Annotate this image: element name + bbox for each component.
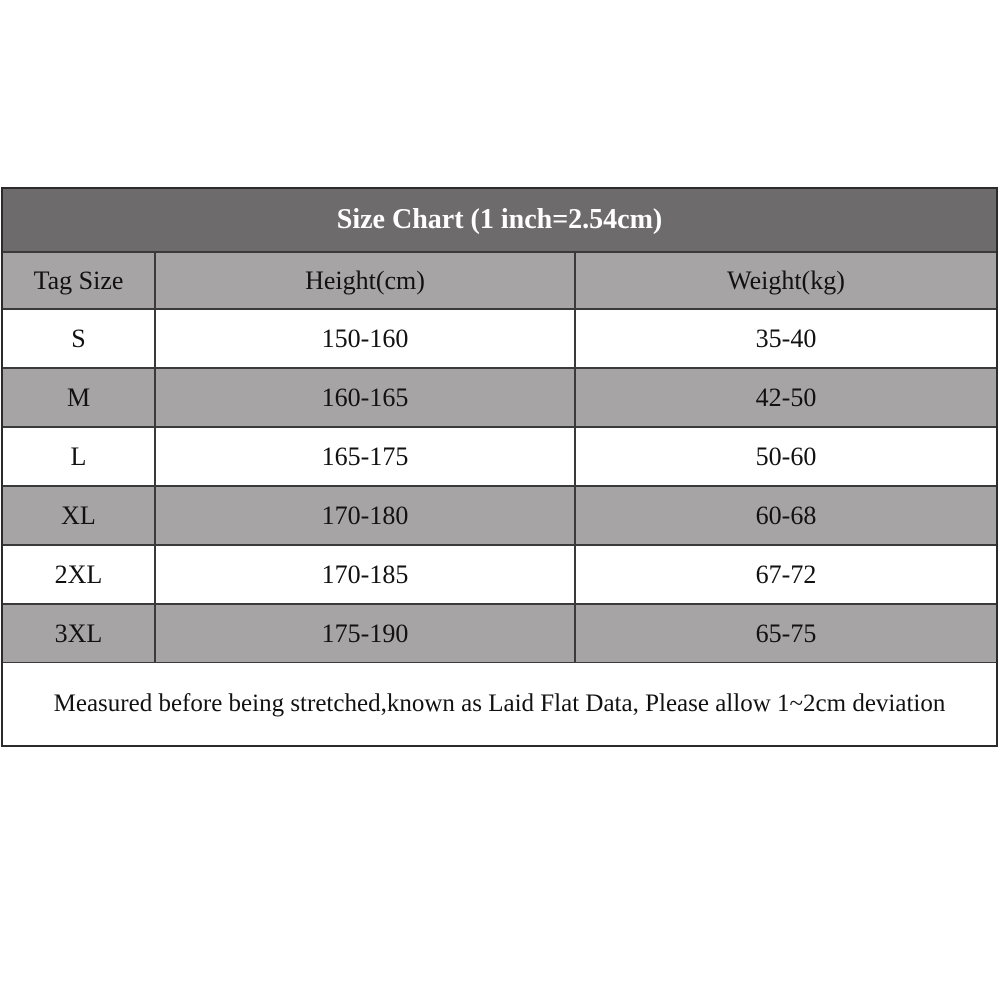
table-row: [3, 605, 996, 664]
header-weight: Weight(kg): [727, 265, 845, 295]
cell-weight: 50-60: [755, 441, 817, 471]
cell-height: 170-185: [156, 546, 576, 603]
cell-height: 165-175: [156, 428, 576, 485]
cell-tag-size: 3XL: [3, 605, 156, 662]
cell-weight: 65-75: [755, 618, 817, 648]
cell-weight: 42-50: [755, 382, 817, 412]
cell-tag-size: M: [3, 369, 156, 426]
cell-height: 170-180: [156, 487, 576, 544]
cell-weight: 35-40: [755, 323, 817, 353]
cell-tag-size: 2XL: [3, 546, 156, 603]
cell-tag-size: XL: [3, 487, 156, 544]
cell-tag-size: L: [3, 428, 156, 485]
header-tag-size: Tag Size: [3, 253, 156, 308]
cell-height: 160-165: [156, 369, 576, 426]
table-header-row: [3, 251, 996, 310]
table-row: [3, 369, 996, 428]
size-chart: [1, 187, 998, 747]
table-row: [3, 428, 996, 487]
chart-title: Size Chart (1 inch=2.54cm): [3, 189, 996, 251]
measurement-note: Measured before being stretched,known as Laid Flat Data, Please allow 1~2cm deviation: [3, 663, 996, 745]
cell-height: 150-160: [156, 310, 576, 367]
cell-height: 175-190: [156, 605, 576, 662]
table-row: [3, 487, 996, 546]
size-table: [3, 251, 996, 664]
header-height: Height(cm): [156, 253, 576, 308]
cell-weight: 60-68: [755, 500, 817, 530]
cell-weight: 67-72: [755, 559, 817, 589]
table-row: [3, 546, 996, 605]
table-row: [3, 310, 996, 369]
cell-tag-size: S: [3, 310, 156, 367]
